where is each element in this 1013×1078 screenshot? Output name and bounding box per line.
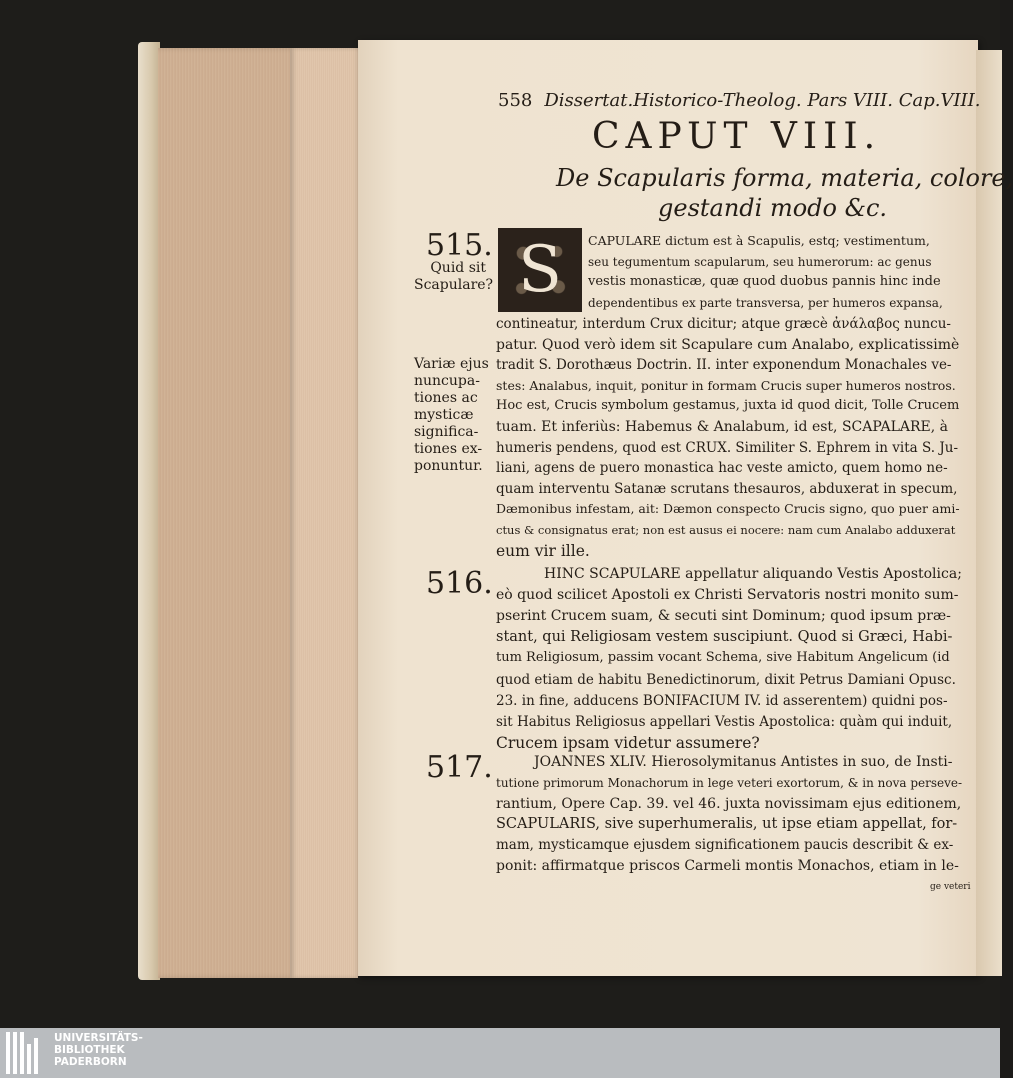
section-number: 517. — [426, 750, 493, 785]
chapter-heading: CAPUT VIII. — [592, 116, 882, 157]
text-line: patur. Quod verò idem sit Scapulare cum Analabo, explicatissimè — [496, 336, 960, 353]
text-line: Crucem ipsam videtur assumere? — [496, 733, 760, 752]
library-footer — [0, 1028, 1000, 1078]
text-line: tutione primorum Monachorum in lege veteri exortorum, & in nova perseve- — [496, 775, 963, 790]
library-name: UNIVERSITÄTS- BIBLIOTHEK PADERBORN — [54, 1032, 143, 1068]
text-line: ponit: affirmatque priscos Carmeli montis Monachos, etiam in le- — [496, 858, 959, 874]
text-line: ge veteri — [930, 881, 971, 892]
text-line: eò quod scilicet Apostoli ex Christi Servatoris nostri monito sum- — [496, 587, 959, 604]
text-line: 23. in fine, adducens BONIFACIUM IV. id asserentem) quidni pos- — [496, 692, 948, 709]
text-line: sit Habitus Religiosus appellari Vestis Apostolica: quàm qui induit, — [496, 713, 953, 730]
section-number: 515. — [426, 228, 493, 263]
text-line: dependentibus ex parte transversa, per humeros expansa, — [588, 295, 943, 310]
text-line: quam interventu Satanæ scrutans thesauros, abduxerat in specum, — [496, 480, 958, 497]
chapter-subtitle-1: De Scapularis forma, materia, colore, — [556, 164, 1013, 192]
library-logo-icon — [6, 1032, 46, 1074]
text-line: ctus & consignatus erat; non est ausus ei nocere: nam cum Analabo adduxerat — [496, 523, 956, 537]
text-line: eum vir ille. — [496, 541, 590, 560]
text-line: liani, agens de puero monastica hac veste amicto, quem homo ne- — [496, 460, 948, 477]
margin-note: Quid sit Scapulare? — [414, 260, 494, 293]
text-line: JOANNES XLIV. Hierosolymitanus Antistes in suo, de Insti- — [534, 754, 953, 770]
text-line: pserint Crucem suam, & secuti sint Dominum; quod ipsum præ- — [496, 608, 951, 625]
text-line: SCAPULARIS, sive superhumeralis, ut ipse etiam appellat, for- — [496, 816, 958, 833]
text-line: mam, mysticamque ejusdem significationem paucis describit & ex- — [496, 837, 954, 854]
text-line: Dæmonibus infestam, ait: Dæmon conspecto Crucis signo, quo puer ami- — [496, 501, 960, 517]
text-line: quod etiam de habitu Benedictinorum, dixit Petrus Damiani Opusc. — [496, 671, 956, 688]
text-line: humeris pendens, quod est CRUX. Similiter S. Ephrem in vita S. Ju- — [496, 439, 959, 456]
section-number: 516. — [426, 566, 493, 601]
page-number: 558 — [498, 90, 533, 111]
text-line: contineatur, interdum Crux dicitur; atque græcè ἀνάλαβος nuncu- — [496, 316, 951, 332]
page-block-inner — [290, 48, 358, 978]
drop-cap-letter: S — [518, 233, 562, 307]
text-line: CAPULARE dictum est à Scapulis, estq; vestimentum, — [588, 233, 930, 248]
margin-note: Variæ ejus nuncupa- tiones ac mysticæ significa- tiones ex- ponuntur. — [414, 356, 489, 474]
text-line: tradit S. Dorothæus Doctrin. II. inter exponendum Monachales ve- — [496, 357, 952, 374]
text-line: Hoc est, Crucis symbolum gestamus, juxta id quod dicit, Tolle Crucem — [496, 398, 960, 414]
text-line: tuam. Et inferiùs: Habemus & Analabum, id est, SCAPALARE, à — [496, 419, 949, 435]
running-head — [498, 90, 981, 111]
text-line: rantium, Opere Cap. 39. vel 46. juxta novissimam ejus editionem, — [496, 795, 962, 812]
text-line: tum Religiosum, passim vocant Schema, sive Habitum Angelicum (id — [496, 650, 950, 666]
running-title: Dissertat.Historico-Theolog. Pars VIII. Cap.VIII. — [544, 90, 981, 111]
text-line: stant, qui Religiosam vestem suscipiunt. Quod si Græci, Habi- — [496, 629, 953, 646]
book-cover-edge — [138, 42, 160, 980]
chapter-subtitle-2: gestandi modo &c. — [658, 194, 888, 222]
text-line: stes: Analabus, inquit, ponitur in formam Crucis super humeros nostros. — [496, 377, 956, 393]
text-line: seu tegumentum scapularum, seu humerorum: ac genus — [588, 254, 932, 269]
text-line: vestis monasticæ, quæ quod duobus pannis hinc inde — [588, 274, 941, 289]
ornamental-drop-cap — [498, 228, 582, 312]
text-line: HINC SCAPULARE appellatur aliquando Vestis Apostolica; — [544, 566, 962, 582]
